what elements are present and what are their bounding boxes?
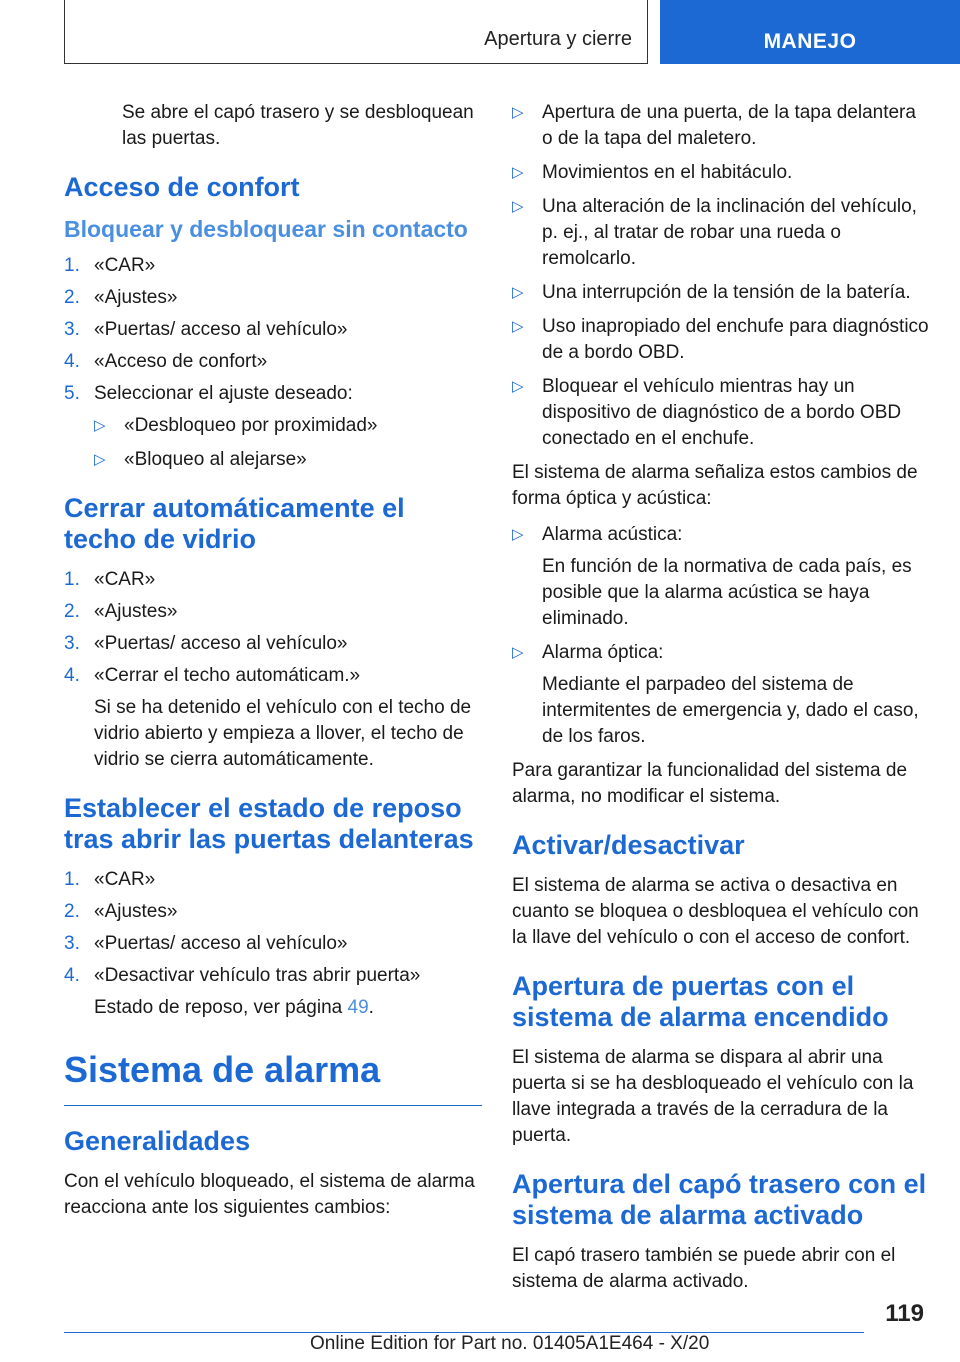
list-item [512, 522, 930, 632]
step-text: «Puertas/ acceso al vehículo» [94, 633, 348, 654]
heading-activate: Activar/desactivar [512, 830, 745, 860]
acoustic-label: Alarma acústica: [542, 524, 683, 545]
heading-trunk-alarm: Apertura del capó trasero con el sistema de alarma activado [512, 1169, 927, 1230]
general-text: Con el vehículo bloqueado, el sistema de alarma reacciona ante los siguientes cambios: [64, 1171, 475, 1218]
triangle-bullet-icon: ▷ [512, 104, 524, 121]
lock-options [94, 413, 482, 473]
optical-label: Alarma óptica: [542, 642, 664, 663]
rest-steps [64, 867, 482, 1021]
list-item [512, 160, 930, 186]
chapter-tab[interactable]: MANEJO [660, 0, 960, 64]
list-item [94, 447, 482, 473]
step-text: «Acceso de confort» [94, 351, 268, 372]
rest-note [94, 995, 482, 1021]
option-text: «Bloqueo al alejarse» [124, 449, 307, 470]
triangle-bullet-icon: ▷ [512, 526, 524, 543]
step-number: 2. [64, 287, 80, 308]
step-number: 2. [64, 901, 80, 922]
heading-general: Generalidades [64, 1126, 251, 1156]
alarm-types-list [512, 522, 930, 750]
step-number: 2. [64, 601, 80, 622]
step-text: «Puertas/ acceso al vehículo» [94, 319, 348, 340]
change-text: Bloquear el vehículo mientras hay un dispositivo de diagnóstico de a bordo OBD conectado en el enchufe. [542, 376, 902, 449]
list-item [64, 867, 482, 893]
section-title: Apertura y cierre [484, 28, 632, 50]
list-item [512, 374, 930, 452]
list-item [64, 663, 482, 773]
change-text: Una interrupción de la tensión de la batería. [542, 282, 911, 303]
triangle-bullet-icon: ▷ [94, 417, 106, 434]
heading-contactless-lock: Bloquear y desbloquear sin contacto [64, 216, 468, 242]
triangle-bullet-icon: ▷ [512, 284, 524, 301]
step-text: «Ajustes» [94, 601, 178, 622]
list-item [64, 931, 482, 957]
change-text: Una alteración de la inclinación del vehículo, p. ej., al tratar de robar una rueda o remolcarlo. [542, 196, 917, 269]
list-item [94, 413, 482, 439]
list-item [64, 253, 482, 279]
change-text: Movimientos en el habitáculo. [542, 162, 793, 183]
rest-note-end: . [368, 997, 374, 1018]
triangle-bullet-icon: ▷ [512, 198, 524, 215]
step-number: 1. [64, 569, 80, 590]
guarantee-text: Para garantizar la funcionalidad del sistema de alarma, no modificar el sistema. [512, 760, 908, 807]
right-column [512, 100, 930, 1305]
left-column [64, 100, 482, 1231]
step-number: 5. [64, 383, 80, 404]
triangle-bullet-icon: ▷ [512, 318, 524, 335]
acoustic-text: En función de la normativa de cada país, es posible que la alarma acústica se haya eliminado. [542, 556, 912, 629]
intro-text: Se abre el capó trasero y se desbloquean las puertas. [122, 102, 474, 149]
step-text: «CAR» [94, 869, 156, 890]
page-number: 119 [885, 1300, 924, 1327]
list-item [512, 640, 930, 750]
step-number: 4. [64, 965, 80, 986]
change-text: Uso inapropiado del enchufe para diagnóstico de a bordo OBD. [542, 316, 929, 363]
heading-comfort-access: Acceso de confort [64, 172, 300, 202]
trunk-text: El capó trasero también se puede abrir con el sistema de alarma activado. [512, 1245, 896, 1292]
heading-rest-state: Establecer el estado de reposo tras abrir las puertas delanteras [64, 793, 474, 854]
optical-text: Mediante el parpadeo del sistema de intermitentes de emergencia y, dado el caso, de los faros. [542, 674, 919, 747]
list-item [64, 963, 482, 1021]
step-text: «Cerrar el techo automáticam.» [94, 665, 361, 686]
heading-doors-alarm: Apertura de puertas con el sistema de alarma encendido [512, 971, 889, 1032]
step-number: 1. [64, 869, 80, 890]
list-item [64, 285, 482, 311]
step-number: 4. [64, 351, 80, 372]
rest-note-text: Estado de reposo, ver página [94, 997, 348, 1018]
step-number: 1. [64, 255, 80, 276]
step-text: Seleccionar el ajuste deseado: [94, 383, 353, 404]
list-item [64, 631, 482, 657]
list-item [512, 194, 930, 272]
step-number: 4. [64, 665, 80, 686]
signal-text: El sistema de alarma señaliza estos cambios de forma óptica y acústica: [512, 462, 918, 509]
option-text: «Desbloqueo por proximidad» [124, 415, 378, 436]
list-item [64, 317, 482, 343]
triangle-bullet-icon: ▷ [94, 451, 106, 468]
triangle-bullet-icon: ▷ [512, 164, 524, 181]
edition-text: Online Edition for Part no. 01405A1E464 - X/20 [310, 1333, 710, 1354]
step-text: «CAR» [94, 569, 156, 590]
step-number: 3. [64, 319, 80, 340]
heading-close-glass-roof: Cerrar automáticamente el techo de vidrio [64, 493, 405, 554]
list-item [64, 599, 482, 625]
list-item [512, 314, 930, 366]
step-text: «CAR» [94, 255, 156, 276]
list-item [64, 381, 482, 473]
list-item [512, 280, 930, 306]
lock-steps [64, 253, 482, 473]
roof-steps [64, 567, 482, 773]
step-text: «Ajustes» [94, 287, 178, 308]
step-text: «Ajustes» [94, 901, 178, 922]
heading-alarm-system: Sistema de alarma [64, 1049, 482, 1106]
activate-text: El sistema de alarma se activa o desactiva en cuanto se bloquea o desbloquea el vehículo con la llave del vehículo o con el acceso de confort. [512, 875, 919, 948]
list-item [512, 100, 930, 152]
list-item [64, 899, 482, 925]
triangle-bullet-icon: ▷ [512, 378, 524, 395]
change-text: Apertura de una puerta, de la tapa delantera o de la tapa del maletero. [542, 102, 916, 149]
roof-note: Si se ha detenido el vehículo con el techo de vidrio abierto y empieza a llover, el techo de vidrio se cierra automáticamente. [94, 697, 472, 770]
triangle-bullet-icon: ▷ [512, 644, 524, 661]
step-text: «Desactivar vehículo tras abrir puerta» [94, 965, 421, 986]
step-number: 3. [64, 933, 80, 954]
step-number: 3. [64, 633, 80, 654]
list-item [64, 349, 482, 375]
page-header [0, 0, 960, 66]
step-text: «Puertas/ acceso al vehículo» [94, 933, 348, 954]
doors-text: El sistema de alarma se dispara al abrir una puerta si se ha desbloqueado el vehículo con la llave integrada a través de la cerradura de la puerta. [512, 1047, 914, 1146]
page-link[interactable]: 49 [347, 997, 369, 1018]
list-item [64, 567, 482, 593]
alarm-changes-list [512, 100, 930, 452]
